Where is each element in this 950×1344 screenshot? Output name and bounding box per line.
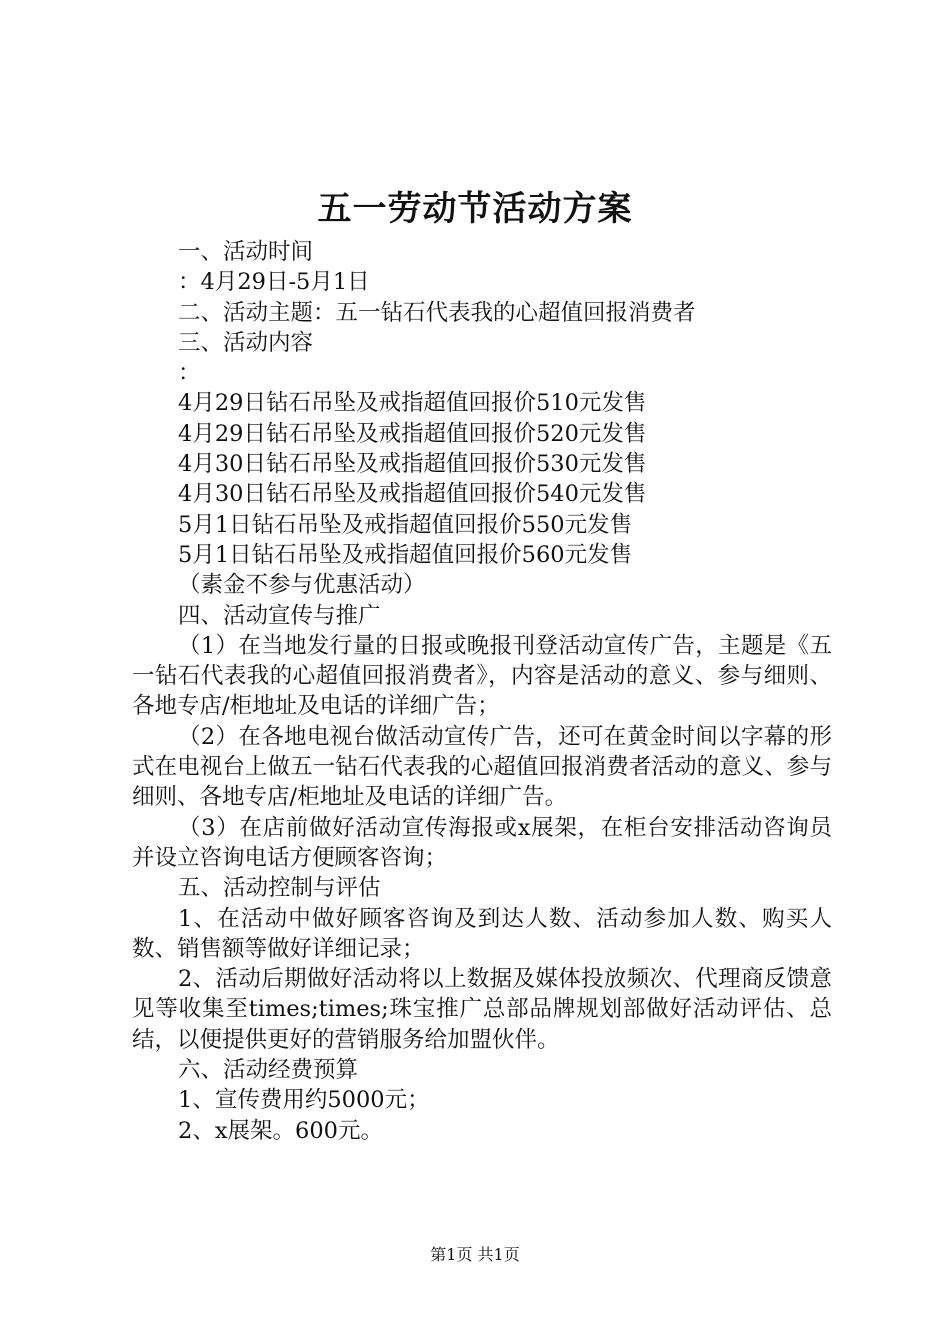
- promotion-paragraph-2: （2）在各地电视台做活动宣传广告，还可在黄金时间以字幕的形式在电视台上做五一钻石代表我的心超值回报消费者活动的意义、参与细则、各地专店/柜地址及电话的详细广告。: [132, 723, 832, 811]
- content-colon: ：: [178, 360, 201, 387]
- content-item: 4月29日钻石吊坠及戒指超值回报价510元发售: [178, 390, 647, 417]
- section-heading-content: 三、活动内容: [178, 329, 314, 356]
- budget-item: 1、宣传费用约5000元；: [178, 1087, 430, 1114]
- section-heading-time: 一、活动时间: [178, 239, 314, 265]
- document-title: 五一劳动节活动方案: [317, 189, 633, 229]
- control-paragraph-1: 1、在活动中做好顾客咨询及到达人数、活动参加人数、购买人数、销售额等做好详细记录；: [132, 905, 832, 962]
- control-paragraph-2: 2、活动后期做好活动将以上数据及媒体投放频次、代理商反馈意见等收集至times;times;珠宝推广总部品牌规划部做好活动评估、总结，以便提供更好的营销服务给加盟伙伴。: [132, 966, 832, 1053]
- promotion-paragraph-1: （1）在当地发行量的日报或晚报刊登活动宣传广告，主题是《五一钻石代表我的心超值回报消费者》，内容是活动的意义、参与细则、各地专店/柜地址及电话的详细广告；: [132, 632, 832, 720]
- content-item: 4月30日钻石吊坠及戒指超值回报价530元发售: [178, 451, 647, 478]
- budget-item: 2、x展架。600元。: [178, 1117, 383, 1144]
- content-item: 5月1日钻石吊坠及戒指超值回报价560元发售: [178, 541, 633, 568]
- content-note: （素金不参与优惠活动）: [178, 572, 426, 599]
- activity-theme: 二、活动主题：五一钻石代表我的心超值回报消费者: [178, 299, 696, 326]
- page-footer: 第1页 共1页: [430, 1245, 520, 1264]
- section-heading-promotion: 四、活动宣传与推广: [178, 602, 381, 629]
- section-heading-budget: 六、活动经费预算: [178, 1057, 359, 1084]
- document-body: [132, 237, 832, 1146]
- content-item: 4月29日钻石吊坠及戒指超值回报价520元发售: [178, 420, 647, 447]
- activity-time: ：4月29日-5月1日: [178, 269, 370, 296]
- promotion-paragraph-3: （3）在店前做好活动宣传海报或x展架，在柜台安排活动咨询员并设立咨询电话方便顾客咨询；: [132, 814, 832, 871]
- content-item: 4月30日钻石吊坠及戒指超值回报价540元发售: [178, 481, 647, 508]
- section-heading-control: 五、活动控制与评估: [178, 875, 381, 902]
- content-item: 5月1日钻石吊坠及戒指超值回报价550元发售: [178, 511, 633, 538]
